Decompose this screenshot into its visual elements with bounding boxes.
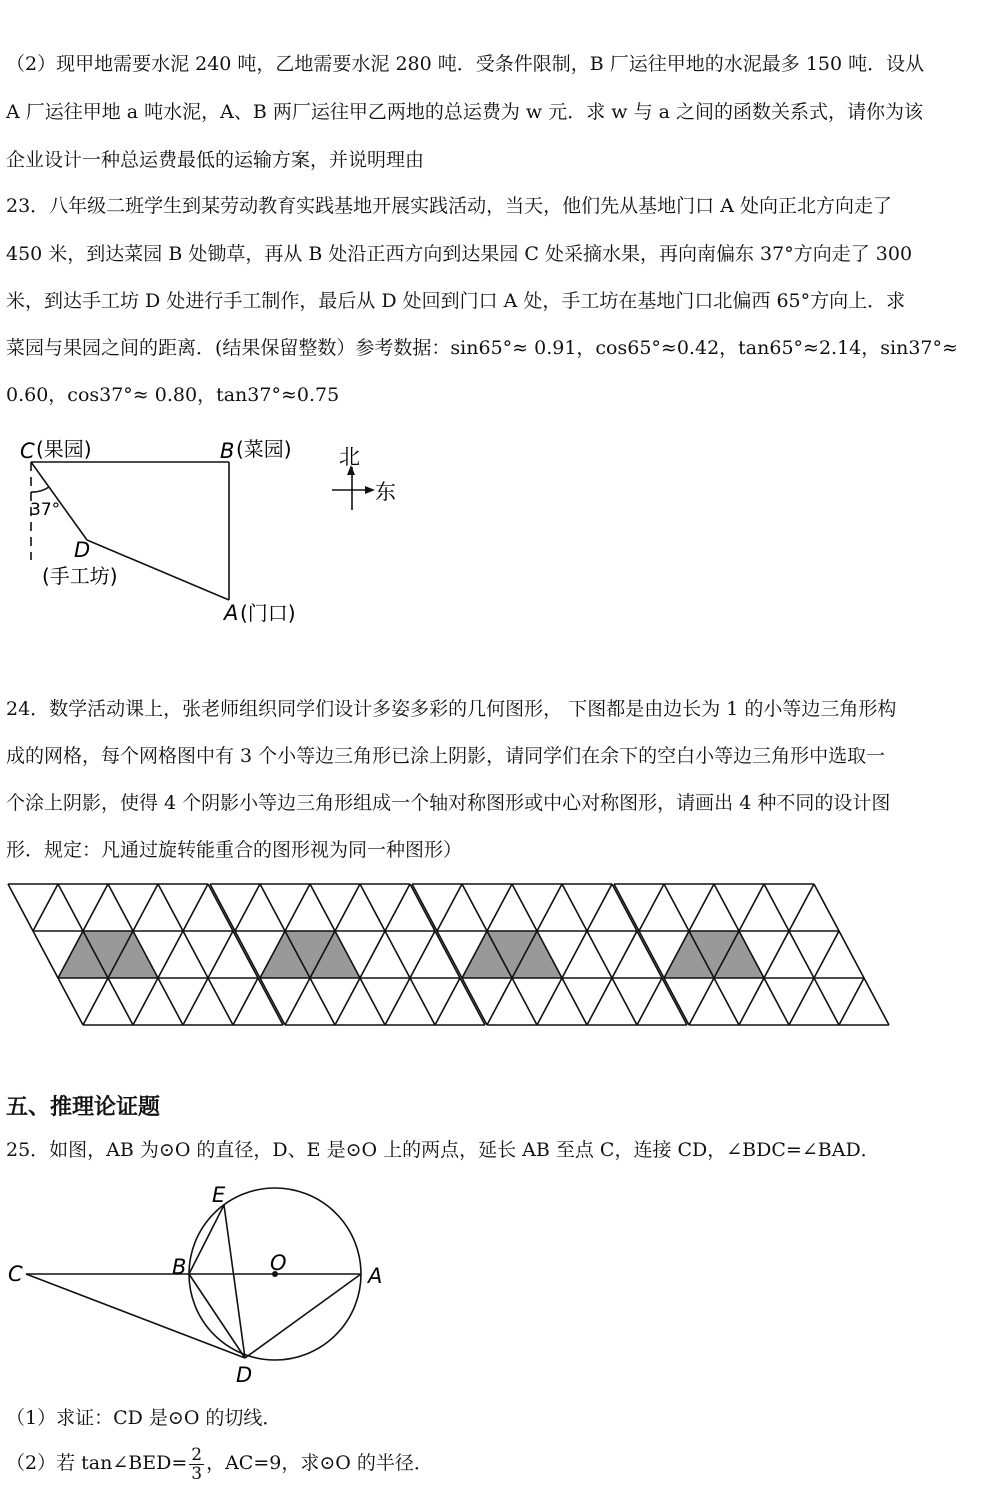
grid-line — [814, 884, 889, 1025]
q24-grid-figures — [0, 878, 994, 1028]
q22-part2-line-2: A 厂运往甲地 a 吨水泥，A、B 两厂运往甲乙两地的总运费为 w 元．求 w 与 a 之间的函数关系式，请你为该 — [6, 101, 923, 123]
grid-line — [764, 884, 839, 1025]
label-a: A — [368, 1264, 383, 1288]
q23-figure — [0, 425, 420, 635]
q24-line-1: 24．数学活动课上，张老师组织同学们设计多姿多彩的几何图形， 下图都是由边长为 1 的小等边三角形构 — [6, 698, 897, 720]
label-e: E — [212, 1183, 226, 1207]
q24-line-3: 个涂上阴影，使得 4 个阴影小等边三角形组成一个轴对称图形或中心对称图形，请画出 4 种不同的设计图 — [6, 792, 891, 814]
q23-line-2: 450 米，到达菜园 B 处锄草，再从 B 处沿正西方向到达果园 C 处采摘水果，再向南偏东 37°方向走了 300 — [6, 243, 913, 265]
triangle-grid-4 — [614, 884, 889, 1025]
segment-cd — [26, 1274, 245, 1358]
fraction-numerator: 2 — [191, 1444, 203, 1465]
segment-bd — [189, 1274, 245, 1358]
label-d: D — [74, 538, 91, 562]
q25-part1: （1）求证：CD 是⊙O 的切线． — [6, 1407, 282, 1429]
east-arrow-icon — [365, 486, 375, 494]
triangle-grid-2 — [210, 884, 485, 1025]
grid-line — [639, 884, 664, 931]
label-a-name: (门口) — [240, 601, 296, 625]
q25-line-1: 25．如图，AB 为⊙O 的直径，D、E 是⊙O 上的两点，延长 AB 至点 C，连接 CD，∠BDC=∠BAD． — [6, 1139, 880, 1161]
q25-part2-suffix: ，AC=9，求⊙O 的半径． — [206, 1452, 433, 1474]
grid-line — [437, 884, 462, 931]
q25-part2-prefix: （2）若 tan∠BED= — [6, 1452, 188, 1474]
label-c: C — [20, 439, 35, 463]
triangle-grid-3 — [412, 884, 687, 1025]
q24-line-2: 成的网格，每个网格图中有 3 个小等边三角形已涂上阴影，请同学们在余下的空白小等边三角形中选取一 — [6, 745, 886, 767]
q22-part2-line-1: （2）现甲地需要水泥 240 吨，乙地需要水泥 280 吨．受条件限制，B 厂运往甲地的水泥最多 150 吨．设从 — [6, 53, 925, 75]
label-b: B — [220, 439, 235, 463]
label-b: B — [172, 1255, 187, 1279]
fraction — [189, 1446, 204, 1483]
grid-line — [235, 884, 260, 931]
label-d: D — [236, 1363, 253, 1387]
fraction-denominator: 3 — [191, 1463, 203, 1484]
label-c-name: (果园) — [36, 437, 92, 461]
q23-line-5: 0.60，cos37°≈ 0.80，tan37°≈0.75 — [6, 384, 340, 406]
label-d-name: (手工坊) — [42, 564, 118, 588]
section-title: 五、推理论证题 — [6, 1095, 161, 1120]
label-b-name: (菜园) — [236, 437, 292, 461]
q25-part2 — [6, 1438, 433, 1488]
grid-line — [839, 978, 864, 1025]
angle-arc — [31, 487, 49, 492]
segment-ed — [224, 1205, 245, 1358]
triangle-grid-1 — [8, 884, 283, 1025]
label-a: A — [224, 601, 239, 625]
q23-line-3: 米，到达手工坊 D 处进行手工制作，最后从 D 处回到门口 A 处，手工坊在基地门口北偏西 65°方向上．求 — [6, 290, 906, 312]
compass-east-label: 东 — [375, 480, 396, 504]
grid-line — [637, 978, 662, 1025]
segment-ad — [245, 1274, 361, 1358]
q22-part2-line-3: 企业设计一种总运费最低的运输方案，并说明理由 — [6, 149, 425, 171]
q23-line-1: 23．八年级二班学生到某劳动教育实践基地开展实践活动，当天，他们先从基地门口 A 处向正北方向走了 — [6, 195, 892, 217]
grid-line — [435, 978, 460, 1025]
label-c: C — [8, 1262, 23, 1286]
grid-line — [233, 978, 258, 1025]
q24-line-4: 形．规定：凡通过旋转能重合的图形视为同一种图形） — [6, 839, 463, 861]
grid-line — [33, 884, 58, 931]
q23-line-4: 菜园与果园之间的距离．(结果保留整数）参考数据：sin65°≈ 0.91，cos65°≈0.42，tan65°≈2.14，sin37°≈ — [6, 337, 958, 359]
compass-north-label: 北 — [339, 445, 360, 469]
q25-figure — [0, 1180, 400, 1390]
label-o: O — [270, 1251, 287, 1275]
angle-label: 37° — [30, 500, 61, 520]
segment-eb — [189, 1205, 224, 1274]
